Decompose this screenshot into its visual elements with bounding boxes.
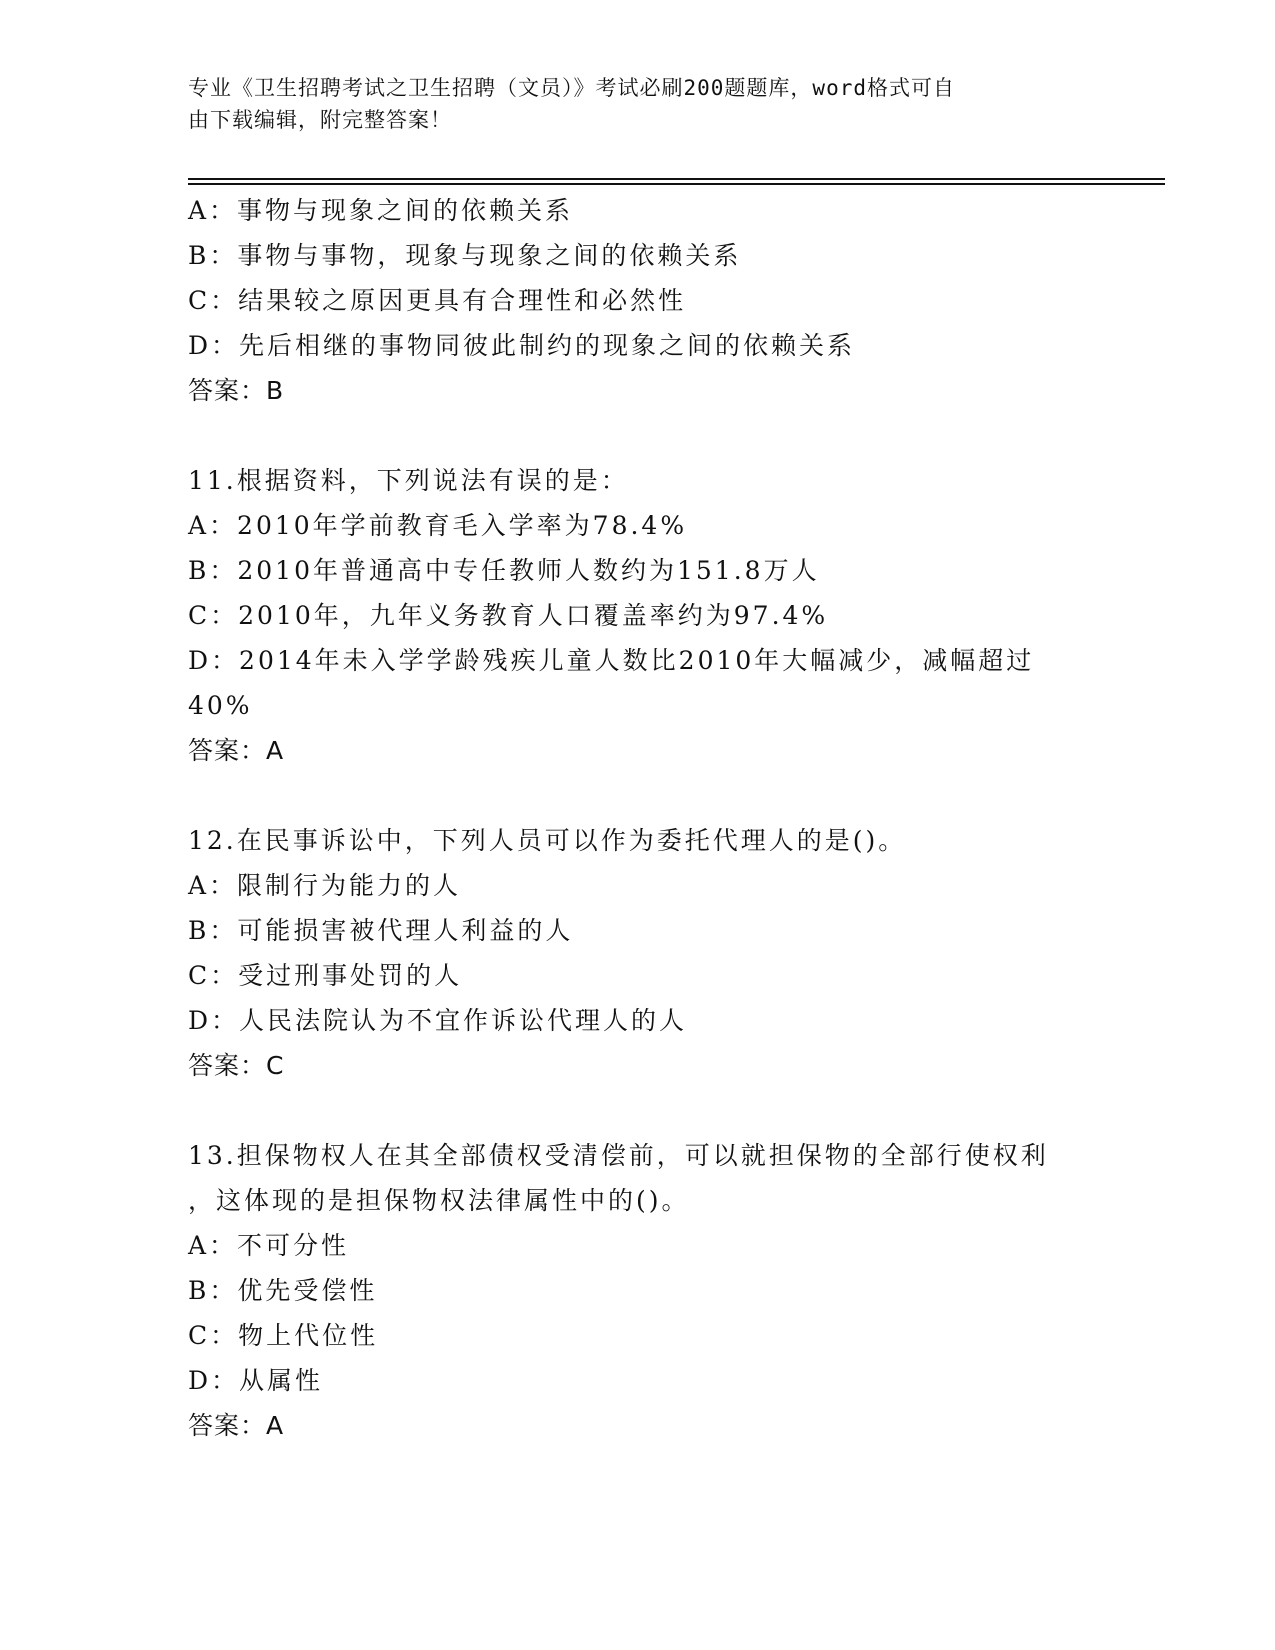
- q10-option-c: C：结果较之原因更具有合理性和必然性: [188, 286, 687, 315]
- header-line-2: 由下载编辑，附完整答案！: [188, 108, 452, 132]
- q13-option-d: D：从属性: [188, 1366, 324, 1395]
- q12-option-d: D：人民法院认为不宜作诉讼代理人的人: [188, 1006, 688, 1035]
- q11-answer: 答案：A: [188, 736, 285, 765]
- q10-option-a: A：事物与现象之间的依赖关系: [188, 196, 574, 225]
- q10-option-d: D：先后相继的事物同彼此制约的现象之间的依赖关系: [188, 331, 856, 360]
- q12-answer: 答案：C: [188, 1051, 285, 1080]
- document-header: [188, 72, 1088, 136]
- header-rule-bottom: [188, 183, 1165, 185]
- q10-option-b: B：事物与事物，现象与现象之间的依赖关系: [188, 241, 742, 270]
- q11-option-d-line-1: D：2014年未入学学龄残疾儿童人数比2010年大幅减少，减幅超过: [188, 646, 1035, 675]
- q11-option-a: A：2010年学前教育毛入学率为78.4%: [188, 511, 688, 540]
- q12-option-c: C：受过刑事处罚的人: [188, 961, 463, 990]
- q13-option-a: A：不可分性: [188, 1231, 350, 1260]
- q13-stem-line-1: 13.担保物权人在其全部债权受清偿前，可以就担保物的全部行使权利: [188, 1141, 1049, 1170]
- q11-option-b: B：2010年普通高中专任教师人数约为151.8万人: [188, 556, 820, 585]
- q12-option-b: B：可能损害被代理人利益的人: [188, 916, 574, 945]
- q13-answer: 答案：A: [188, 1411, 285, 1440]
- q13-stem-line-2: ，这体现的是担保物权法律属性中的()。: [188, 1186, 690, 1215]
- q13-option-b: B：优先受偿性: [188, 1276, 378, 1305]
- header-line-1: 专业《卫生招聘考试之卫生招聘（文员）》考试必刷200题题库，word格式可自: [188, 76, 955, 100]
- q11-option-c: C：2010年，九年义务教育人口覆盖率约为97.4%: [188, 601, 829, 630]
- q12-option-a: A：限制行为能力的人: [188, 871, 462, 900]
- q10-answer: 答案：B: [188, 376, 285, 405]
- q11-stem: 11.根据资料，下列说法有误的是：: [188, 466, 629, 495]
- header-rule-top: [188, 178, 1165, 180]
- q12-stem: 12.在民事诉讼中，下列人员可以作为委托代理人的是()。: [188, 826, 907, 855]
- q11-option-d-line-2: 40%: [188, 691, 253, 720]
- q13-option-c: C：物上代位性: [188, 1321, 379, 1350]
